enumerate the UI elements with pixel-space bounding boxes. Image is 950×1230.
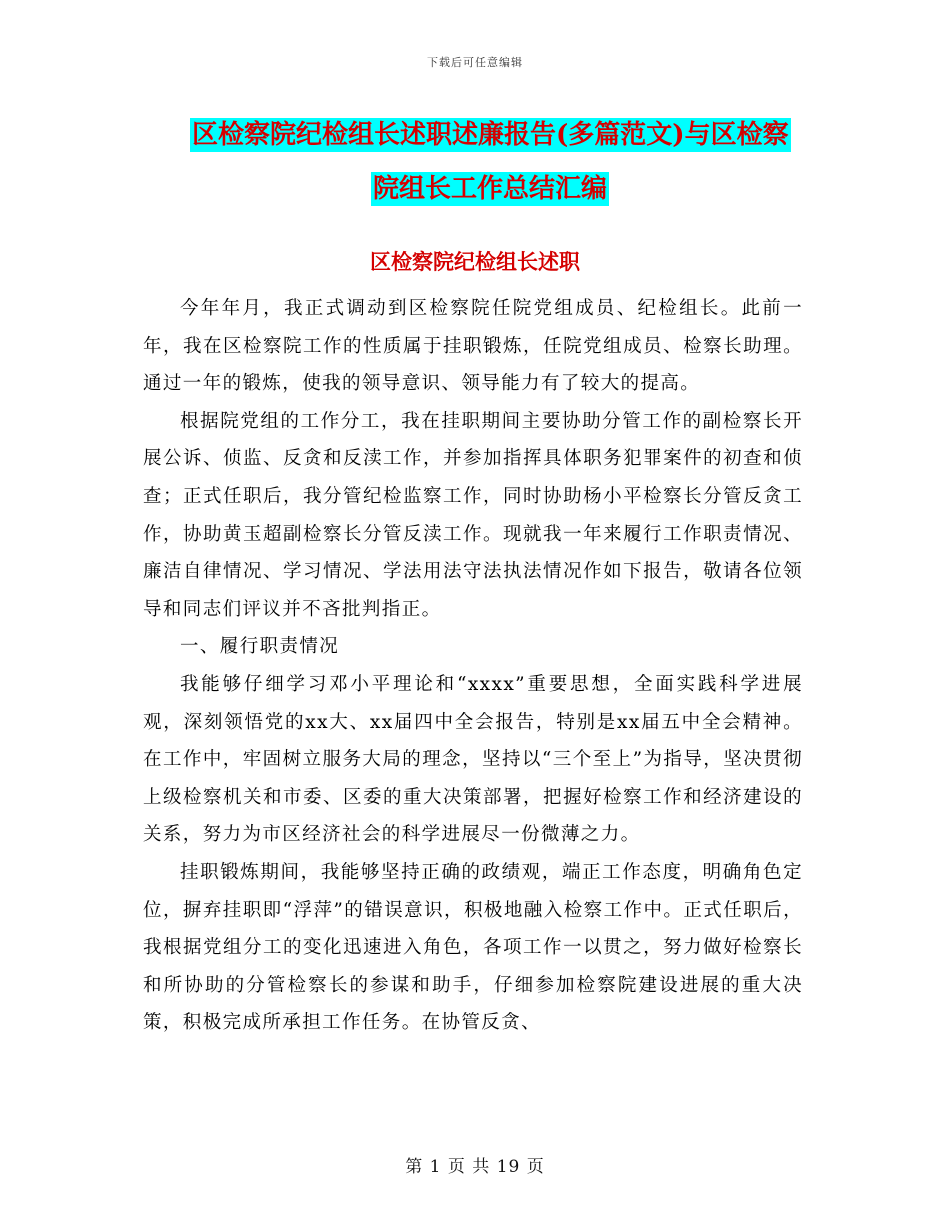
- paragraph: 根据院党组的工作分工，我在挂职期间主要协助分管工作的副检察长开展公诉、侦监、反贪和反渎工作，并参加指挥具体职务犯罪案件的初查和侦查；正式任职后，我分管纪检监察工作，同时协助杨小平检察长分管反贪工作，协助黄玉超副检察长分管反渎工作。现就我一年来履行工作职责情况、廉洁自律情况、学习情况、学法用法守法执法情况作如下报告，敬请各位领导和同志们评议并不吝批判指正。: [143, 410, 803, 620]
- header-note: 下载后可任意编辑: [427, 56, 523, 69]
- document-title: [190, 108, 810, 216]
- document-title-line2: 院组长工作总结汇编: [372, 174, 607, 204]
- section-title: 区检察院纪检组长述职: [370, 249, 580, 274]
- paragraph: 挂职锻炼期间，我能够坚持正确的政绩观，端正工作态度，明确角色定位，摒弃挂职即“浮萍”的错误意识，积极地融入检察工作中。正式任职后，我根据党组分工的变化迅速进入角色，各项工作一以贯之，努力做好检察长和所协助的分管检察长的参谋和助手，仔细参加检察院建设进展的重大决策，积极完成所承担工作任务。在协管反贪、: [143, 861, 803, 1034]
- paragraph: 今年年月，我正式调动到区检察院任院党组成员、纪检组长。此前一年，我在区检察院工作的性质属于挂职锻炼，任院党组成员、检察长助理。通过一年的锻炼，使我的领导意识、领导能力有了较大的提高。: [143, 298, 803, 395]
- paragraph: 我能够仔细学习邓小平理论和“xxxx”重要思想，全面实践科学进展观，深刻领悟党的xx大、xx届四中全会报告，特别是xx届五中全会精神。在工作中，牢固树立服务大局的理念，坚持以“三个至上”为指导，坚决贯彻上级检察机关和市委、区委的重大决策部署，把握好检察工作和经济建设的关系，努力为市区经济社会的科学进展尽一份微薄之力。: [143, 673, 803, 846]
- document-title-line1: 区检察院纪检组长述职述廉报告(多篇范文)与区检察: [192, 120, 789, 150]
- page-number-footer: 第 1 页 共 19 页: [405, 1157, 545, 1177]
- body-text: [143, 290, 803, 1042]
- paragraph-heading: 一、履行职责情况: [180, 636, 340, 658]
